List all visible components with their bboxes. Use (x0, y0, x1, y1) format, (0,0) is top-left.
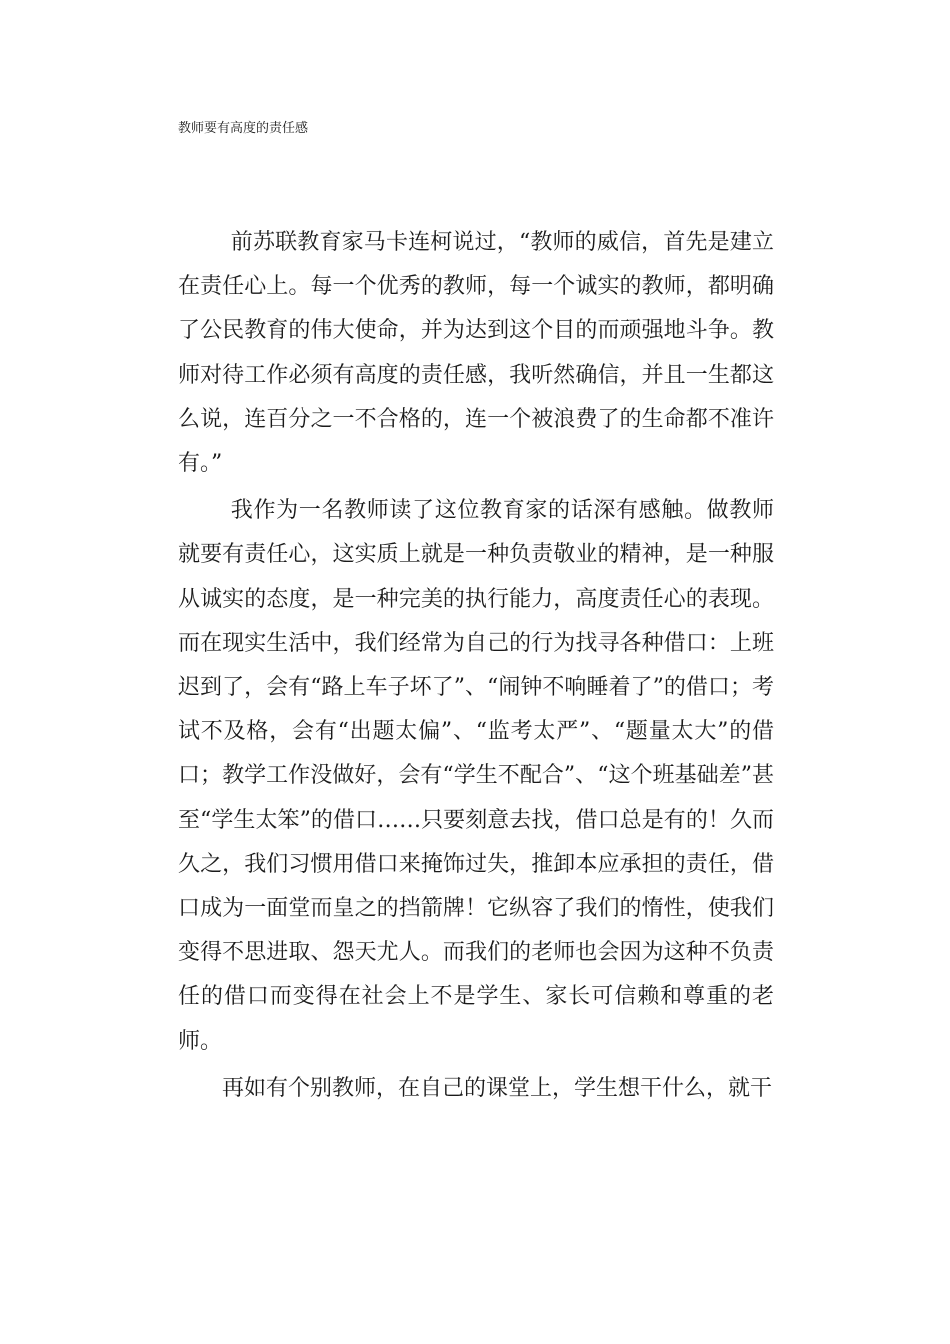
paragraph-3: 再如有个别教师，在自己的课堂上，学生想干什么，就干 (222, 1075, 773, 1101)
paragraph-2: 我作为一名教师读了这位教育家的话深有感触。做教师就要有责任心，这实质上就是一种负责敬业的精神，是一种服从诚实的态度，是一种完美的执行能力，高度责任心的表现。而在现实生活中，我们经常为自己的行为找寻各种借口：上班迟到了，会有“路上车子坏了”、“闹钟不响睡着了”的借口；考试不及格，会有“出题太偏”、“监考太严”、“题量太大”的借口；教学工作没做好，会有“学生不配合”、“这个班基础差”甚至“学生太笨”的借口……只要刻意去找，借口总是有的！久而久之，我们习惯用借口来掩饰过失，推卸本应承担的责任，借口成为一面堂而皇之的挡箭牌！它纵容了我们的惰性，使我们变得不思进取、怨天尤人。而我们的老师也会因为这种不负责任的借口而变得在社会上不是学生、家长可信赖和尊重的老师。 (178, 498, 774, 1054)
document-title: 教师要有高度的责任感 (178, 121, 309, 136)
paragraph-1: 前苏联教育家马卡连柯说过，“教师的威信，首先是建立在责任心上。每一个优秀的教师，每一个诚实的教师，都明确了公民教育的伟大使命，并为达到这个目的而顽强地斗争。教师对待工作必须有高度的责任感，我听然确信，并且一生都这么说，连百分之一不合格的，连一个被浪费了的生命都不准许有。” (178, 230, 774, 477)
document-body (178, 221, 774, 1114)
